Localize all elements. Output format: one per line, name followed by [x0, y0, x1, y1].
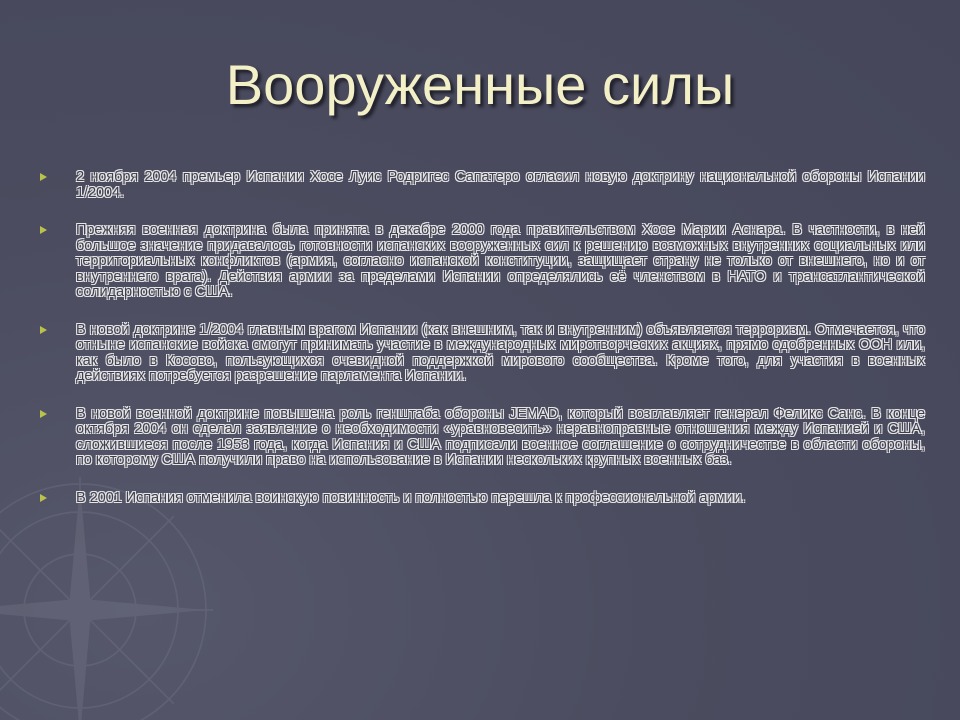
triangle-bullet-icon: [40, 410, 47, 418]
triangle-bullet-icon: [40, 173, 47, 181]
list-item: [40, 223, 925, 301]
bullet-text: Прежняя военная доктрина была принята в декабре 2000 года правительством Хосе Марии Аснара. В частности, в ней большое значение придавалось готовности испанских вооруженных сил к решению возможных внутренних социальных или территориальных конфликтов (армия, согласно испанской конституции, защищает страну не только от внешнего, но и от внутреннего врага). Действия армии за пределами Испании определялись её членством в НАТО и трансатлантической солидарностью с США.: [76, 222, 925, 300]
bullet-list: [40, 170, 925, 528]
bullet-text: В 2001 Испания отменила воинскую повинность и полностью перешла к профессиональной армии.: [76, 489, 746, 506]
triangle-bullet-icon: [40, 494, 47, 502]
list-item: [40, 170, 925, 201]
list-item: [40, 407, 925, 469]
triangle-bullet-icon: [40, 226, 47, 234]
list-item: [40, 491, 925, 507]
bullet-text: 2 ноября 2004 премьер Испании Хосе Луис Родригес Сапатеро огласил новую доктрину национальной обороны Испании 1/2004.: [76, 169, 925, 201]
slide-title: Вооруженные силы: [225, 53, 735, 116]
bullet-text: В новой доктрине 1/2004 главным врагом Испании (как внешним, так и внутренним) объявляется терроризм. Отмечается, что отныне испанские войска смогут принимать участие в международных миротворческих акциях, прямо одобренных ООН или, как было в Косово, пользующихся очевидной поддержкой мирового сообщества. Кроме того, для участия в военных действиях потребуется разрешение парламента Испании.: [76, 321, 925, 384]
bullet-text: В новой военной доктрине повышена роль генштаба обороны JEMAD, который возглавляет генерал Феликс Санс. В конце октября 2004 он сделал заявление о необходимости «уравновесить» неравноправные отношения между Испанией и США, сложившиеся после 1953 года, когда Испания и США подписали военное соглашение о сотрудничестве в области обороны, по которому США получили право на использование в Испании нескольких крупных военных баз.: [76, 405, 925, 468]
triangle-bullet-icon: [40, 326, 47, 334]
list-item: [40, 323, 925, 385]
